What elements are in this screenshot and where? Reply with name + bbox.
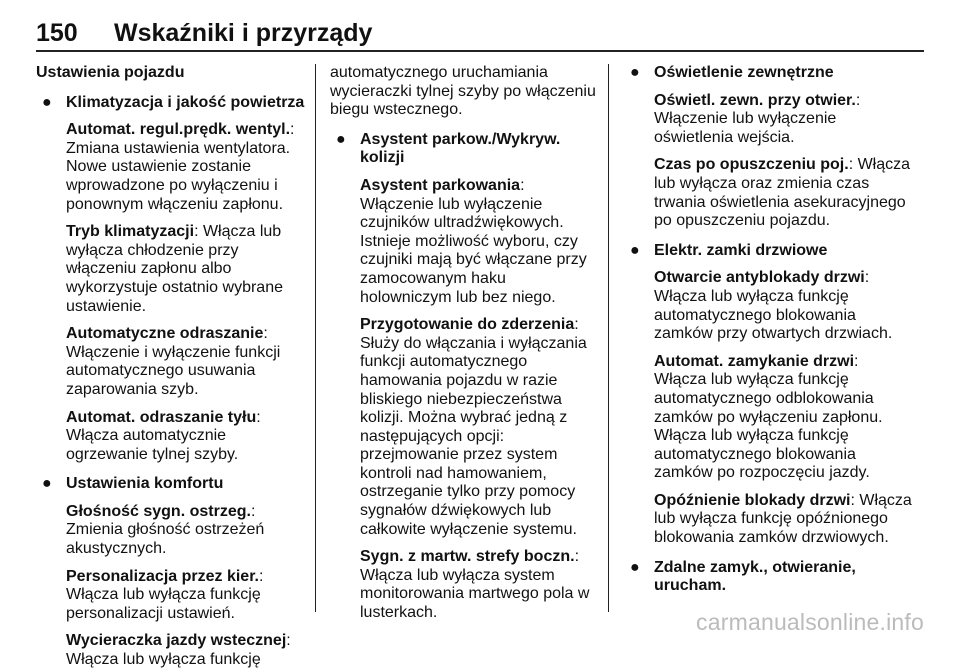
entry-term: Wycieraczka jazdy wstecznej [66, 632, 287, 650]
entry-term: Opóźnienie blokady drzwi [654, 491, 851, 509]
bullet-title: Zdalne zamyk., otwieranie, urucham. [654, 558, 856, 595]
bullet-remote-locking [624, 559, 914, 596]
entry [66, 503, 306, 559]
bullet-comfort [36, 475, 306, 669]
entry [654, 92, 914, 148]
entry-desc: : Włącza lub wyłącza system monitorowania martwego pola w lusterkach. [360, 548, 590, 622]
bullet-door-locks [624, 242, 914, 548]
entry-desc: : Włącza lub wyłącza funkcję personalizacji ustawień. [66, 567, 264, 622]
header-rule [36, 50, 924, 52]
bullet-title: Oświetlenie zewnętrzne [654, 64, 834, 81]
entry-desc: : Włącza lub wyłącza funkcję opóźnionego blokowania zamków drzwiowych. [654, 491, 912, 547]
entry-desc: : Włącza automatycznie ogrzewanie tylnej szyby. [66, 408, 261, 463]
entry-desc: : Włącza lub wyłącza funkcję automatycznego blokowania zamków przy otwartych drzwiach. [654, 269, 893, 343]
entry-desc: : Włącza lub wyłącza funkcję automatycznego odblokowania zamków po wyłączeniu zapłonu. Włącza lub wyłącza funkcję automatycznego blokowania zamków po rozpoczęciu jazdy. [654, 352, 883, 482]
entry [66, 325, 306, 399]
entry-desc: : Włączenie lub wyłączenie oświetlenia wejścia. [654, 91, 861, 146]
entry-term: Tryb klimatyzacji [66, 223, 195, 241]
entry-term: Asystent parkowania [360, 176, 521, 194]
entry [654, 156, 914, 230]
entry-term: Głośność sygn. ostrzeg. [66, 502, 251, 520]
bullet-title: Asystent parkow./Wykryw. kolizji [360, 130, 561, 167]
entry [654, 492, 914, 548]
bullet-icon: ● [630, 64, 640, 81]
bullet-parking [330, 131, 598, 623]
column-divider-1 [315, 64, 316, 612]
section-heading: Ustawienia pojazdu [36, 64, 185, 81]
bullet-icon: ● [42, 93, 52, 111]
entry-term: Automat. regul.prędk. wentyl. [66, 121, 291, 139]
bullet-icon: ● [42, 475, 52, 493]
entry [360, 548, 598, 622]
bullet-icon: ● [336, 130, 346, 148]
entry [66, 632, 306, 669]
entry [66, 121, 306, 214]
entry-term: Automatyczne odraszanie [66, 325, 264, 343]
page-number: 150 [36, 19, 78, 47]
entry-term: Otwarcie antyblokady drzwi [654, 269, 865, 287]
entry [654, 269, 914, 343]
column-2 [330, 64, 598, 623]
entry-desc: : Włącza lub wyłącza chłodzenie przy włączeniu zapłonu albo wykorzystuje ostatnio wybrane ustawienie. [66, 223, 283, 315]
entry-desc: : Włącza lub wyłącza oraz zmienia czas trwania oświetlenia asekuracyjnego po opuszczeniu pojazdu. [654, 156, 911, 230]
entry-desc: : Służy do włączania i wyłączania funkcji automatycznego hamowania pojazdu w razie bliskiego niebezpieczeństwa kolizji. Można wybrać jedną z następujących opcji: przejmowanie przez system kontroli nad hamowaniem, ostrzeganie tylko przy pomocy sygnałów dźwiękowych lub całkowite wyłączenie systemu. [360, 316, 587, 538]
entry-term: Automat. odraszanie tyłu [66, 408, 257, 426]
bullet-climate [36, 94, 306, 465]
bullet-icon: ● [630, 241, 640, 259]
entry-desc: : Zmiana ustawienia wentylatora. Nowe ustawienie zostanie wprowadzone po wyłączeniu i ponownym włączeniu zapłonu. [66, 121, 295, 213]
entry [360, 177, 598, 307]
watermark: carmanualsonline.info [696, 609, 924, 635]
bullet-icon: ● [630, 558, 640, 576]
entry [654, 353, 914, 483]
bullet-exterior-lighting [624, 64, 914, 231]
column-1 [36, 64, 306, 670]
page-title: Wskaźniki i przyrządy [114, 19, 373, 47]
bullet-title: Klimatyzacja i jakość powietrza [66, 93, 305, 111]
entry-term: Sygn. z martw. strefy boczn. [360, 548, 575, 566]
bullet-title: Elektr. zamki drzwiowe [654, 241, 828, 259]
entry-term: Automat. zamykanie drzwi [654, 352, 855, 370]
entry-term: Czas po opuszczeniu poj. [654, 156, 849, 174]
entry-desc: : Zmienia głośność ostrzeżeń akustycznych. [66, 502, 265, 558]
continued-text: automatycznego uruchamiania wycieraczki tylnej szyby po włączeniu biegu wstecznego. [330, 64, 596, 119]
entry-term: Personalizacja przez kier. [66, 567, 259, 585]
entry [360, 316, 598, 539]
column-3 [624, 64, 914, 596]
column-divider-2 [608, 64, 609, 612]
entry-desc: : Włącza lub wyłącza funkcję [66, 632, 291, 669]
bullet-title: Ustawienia komfortu [66, 475, 224, 493]
entry [66, 223, 306, 316]
entry-term: Przygotowanie do zderzenia [360, 316, 575, 334]
page-header [36, 19, 924, 49]
entry [66, 409, 306, 465]
entry-desc: : Włączenie lub wyłączenie czujników ultradźwiękowych. Istnieje możliwość wyboru, czy czujniki mają być włączane przy zamocowanym haku holowniczym lub bez niego. [360, 176, 587, 306]
entry [66, 568, 306, 624]
entry-term: Oświetl. zewn. przy otwier. [654, 91, 856, 109]
entry-desc: : Włączenie i wyłączenie funkcji automatycznego usuwania zaparowania szyb. [66, 325, 281, 398]
